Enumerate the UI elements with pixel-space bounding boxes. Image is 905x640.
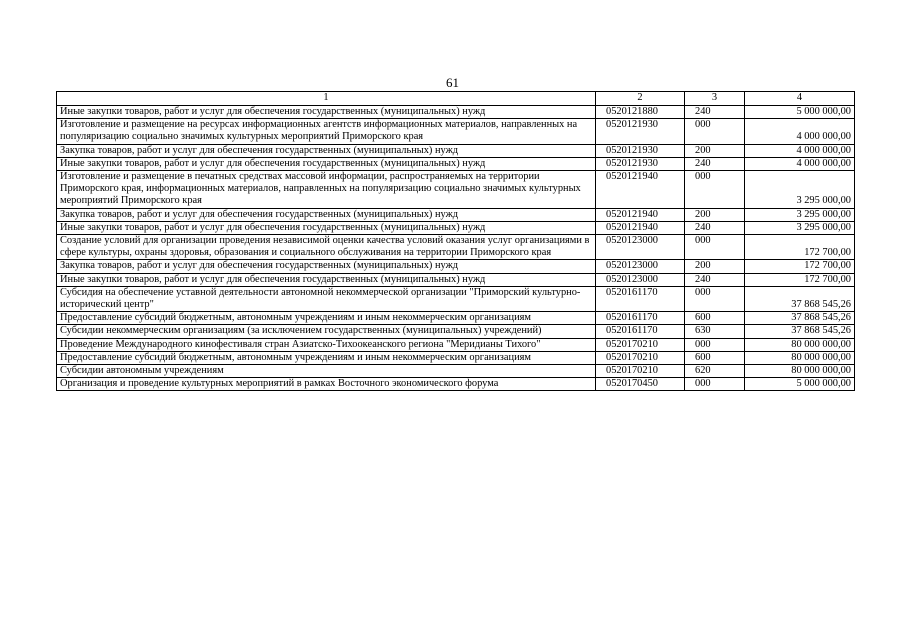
row-type-cell: 000 (685, 378, 745, 391)
table-row (57, 286, 855, 311)
row-amount-cell: 37 868 545,26 (745, 312, 855, 325)
row-code-cell: 0520161170 (596, 325, 685, 338)
row-name-cell: Изготовление и размещение в печатных средствах массовой информации, распространяемых на территории Приморского края, информационных материалов, направленных на популяризацию социально значимых культурных мероприятий Приморского края (57, 171, 596, 209)
row-type-cell: 600 (685, 351, 745, 364)
row-type-cell: 000 (685, 119, 745, 144)
row-type-cell: 200 (685, 208, 745, 221)
row-amount-cell: 4 000 000,00 (745, 157, 855, 170)
row-code-cell: 0520170450 (596, 378, 685, 391)
table-row (57, 365, 855, 378)
header-col-4: 4 (745, 92, 855, 106)
row-type-cell: 200 (685, 260, 745, 273)
table-row (57, 235, 855, 260)
row-type-cell: 000 (685, 235, 745, 260)
row-name-cell: Иные закупки товаров, работ и услуг для обеспечения государственных (муниципальных) нужд (57, 273, 596, 286)
row-code-cell: 0520170210 (596, 365, 685, 378)
row-code-cell: 0520121930 (596, 119, 685, 144)
row-type-cell: 200 (685, 144, 745, 157)
row-name-cell: Изготовление и размещение на ресурсах информационных агентств информационных материалов, направленных на популяризацию социально значимых культурных мероприятий Приморского края (57, 119, 596, 144)
row-amount-cell: 4 000 000,00 (745, 119, 855, 144)
row-code-cell: 0520161170 (596, 286, 685, 311)
row-name-cell: Иные закупки товаров, работ и услуг для обеспечения государственных (муниципальных) нужд (57, 157, 596, 170)
row-code-cell: 0520123000 (596, 260, 685, 273)
row-amount-cell: 80 000 000,00 (745, 338, 855, 351)
row-code-cell: 0520121930 (596, 144, 685, 157)
table-row (57, 260, 855, 273)
row-name-cell: Предоставление субсидий бюджетным, автономным учреждениям и иным некоммерческим организациям (57, 312, 596, 325)
row-type-cell: 240 (685, 106, 745, 119)
row-amount-cell: 80 000 000,00 (745, 351, 855, 364)
row-name-cell: Субсидии автономным учреждениям (57, 365, 596, 378)
row-code-cell: 0520170210 (596, 338, 685, 351)
row-code-cell: 0520121940 (596, 221, 685, 234)
row-name-cell: Проведение Международного кинофестиваля стран Азиатско-Тихоокеанского региона "Меридианы Тихого" (57, 338, 596, 351)
row-type-cell: 240 (685, 157, 745, 170)
row-type-cell: 600 (685, 312, 745, 325)
row-amount-cell: 5 000 000,00 (745, 378, 855, 391)
row-name-cell: Организация и проведение культурных мероприятий в рамках Восточного экономического форума (57, 378, 596, 391)
row-type-cell: 000 (685, 338, 745, 351)
row-name-cell: Закупка товаров, работ и услуг для обеспечения государственных (муниципальных) нужд (57, 260, 596, 273)
table-row (57, 273, 855, 286)
row-type-cell: 620 (685, 365, 745, 378)
row-name-cell: Предоставление субсидий бюджетным, автономным учреждениям и иным некоммерческим организациям (57, 351, 596, 364)
row-code-cell: 0520170210 (596, 351, 685, 364)
table-row (57, 119, 855, 144)
row-type-cell: 240 (685, 221, 745, 234)
row-amount-cell: 172 700,00 (745, 235, 855, 260)
row-amount-cell: 37 868 545,26 (745, 286, 855, 311)
row-amount-cell: 37 868 545,26 (745, 325, 855, 338)
table-row (57, 144, 855, 157)
row-name-cell: Субсидия на обеспечение уставной деятельности автономной некоммерческой организации "Приморский культурно-исторический центр" (57, 286, 596, 311)
row-code-cell: 0520123000 (596, 235, 685, 260)
row-code-cell: 0520121940 (596, 171, 685, 209)
header-col-2: 2 (596, 92, 685, 106)
row-amount-cell: 3 295 000,00 (745, 171, 855, 209)
budget-table (56, 91, 855, 391)
row-type-cell: 000 (685, 171, 745, 209)
row-amount-cell: 4 000 000,00 (745, 144, 855, 157)
row-code-cell: 0520161170 (596, 312, 685, 325)
row-code-cell: 0520121880 (596, 106, 685, 119)
table-row (57, 351, 855, 364)
table-row (57, 338, 855, 351)
table-row (57, 171, 855, 209)
table-row (57, 325, 855, 338)
row-name-cell: Создание условий для организации проведения независимой оценки качества условий оказания услуг организациями в сфере культуры, охраны здоровья, образования и социального обслуживания на территории Приморского края (57, 235, 596, 260)
row-code-cell: 0520121930 (596, 157, 685, 170)
row-type-cell: 000 (685, 286, 745, 311)
row-amount-cell: 3 295 000,00 (745, 208, 855, 221)
row-name-cell: Закупка товаров, работ и услуг для обеспечения государственных (муниципальных) нужд (57, 208, 596, 221)
row-name-cell: Субсидии некоммерческим организациям (за исключением государственных (муниципальных) учреждений) (57, 325, 596, 338)
table-row (57, 312, 855, 325)
row-name-cell: Закупка товаров, работ и услуг для обеспечения государственных (муниципальных) нужд (57, 144, 596, 157)
row-amount-cell: 3 295 000,00 (745, 221, 855, 234)
row-amount-cell: 172 700,00 (745, 273, 855, 286)
table-row (57, 221, 855, 234)
page-number: 61 (446, 75, 459, 90)
header-col-3: 3 (685, 92, 745, 106)
row-type-cell: 240 (685, 273, 745, 286)
row-name-cell: Иные закупки товаров, работ и услуг для обеспечения государственных (муниципальных) нужд (57, 106, 596, 119)
table-row (57, 208, 855, 221)
row-type-cell: 630 (685, 325, 745, 338)
row-amount-cell: 172 700,00 (745, 260, 855, 273)
table-header-row (57, 92, 855, 106)
row-name-cell: Иные закупки товаров, работ и услуг для обеспечения государственных (муниципальных) нужд (57, 221, 596, 234)
table-row (57, 378, 855, 391)
row-amount-cell: 80 000 000,00 (745, 365, 855, 378)
row-code-cell: 0520123000 (596, 273, 685, 286)
table-row (57, 106, 855, 119)
header-col-1: 1 (57, 92, 596, 106)
row-code-cell: 0520121940 (596, 208, 685, 221)
table-row (57, 157, 855, 170)
row-amount-cell: 5 000 000,00 (745, 106, 855, 119)
